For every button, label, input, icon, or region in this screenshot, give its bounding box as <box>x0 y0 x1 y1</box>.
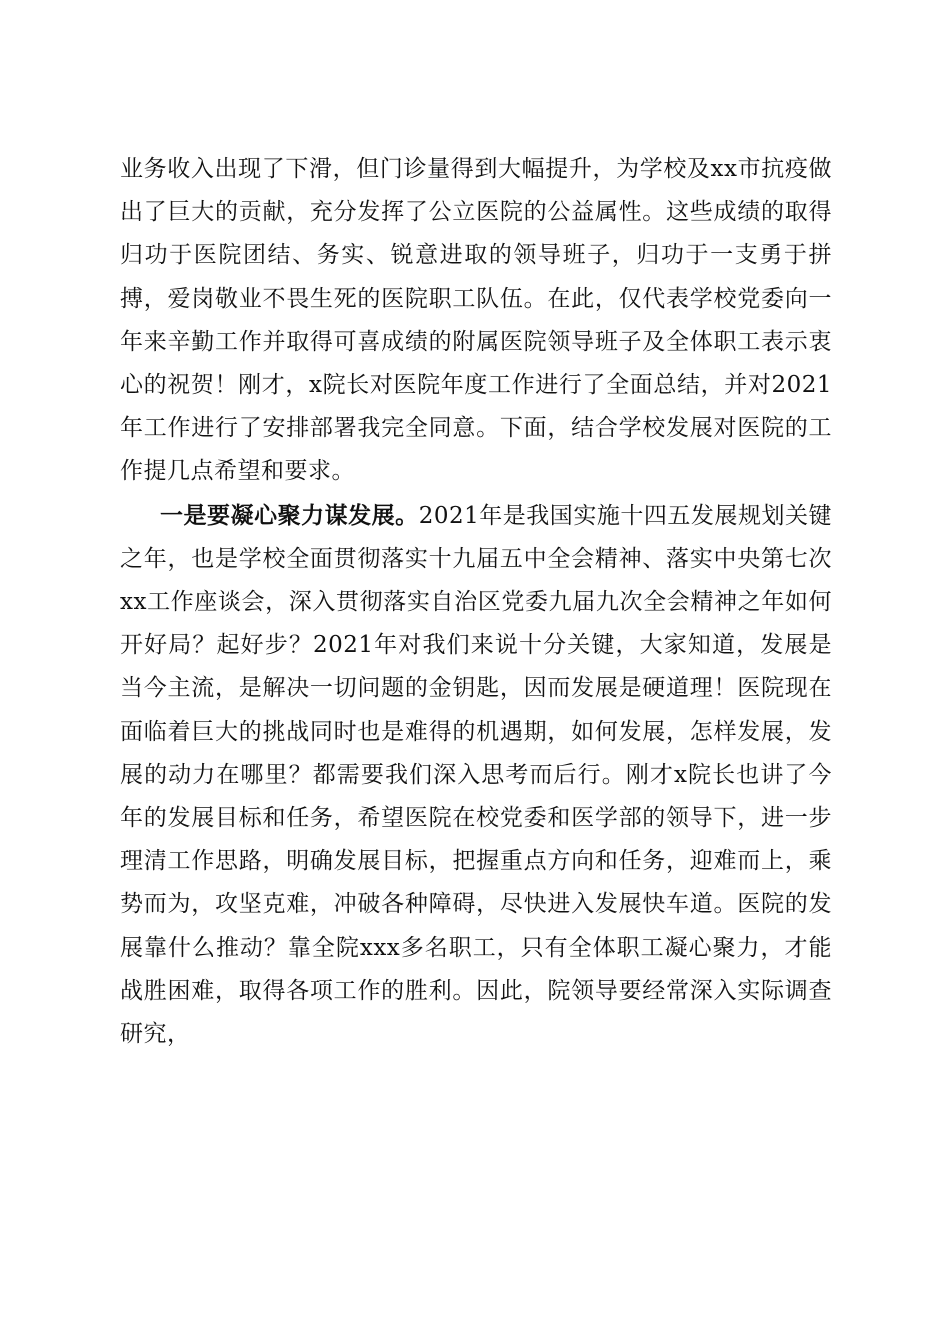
paragraph-text: 2021年是我国实施十四五发展规划关键之年，也是学校全面贯彻落实十九届五中全会精神、落实中央第七次xx工作座谈会，深入贯彻落实自治区党委九届九次全会精神之年如何开好局？起好步？2021年对我们来说十分关键，大家知道，发展是当今主流，是解决一切问题的金钥匙，因而发展是硬道理！医院现在面临着巨大的挑战同时也是难得的机遇期，如何发展，怎样发展，发展的动力在哪里？都需要我们深入思考而后行。刚才x院长也讲了今年的发展目标和任务，希望医院在校党委和医学部的领导下，进一步理清工作思路，明确发展目标，把握重点方向和任务，迎难而上，乘势而为，攻坚克难，冲破各种障碍，尽快进入发展快车道。医院的发展靠什么推动？靠全院xxx多名职工，只有全体职工凝心聚力，才能战胜困难，取得各项工作的胜利。因此，院领导要经常深入实际调查研究， <box>120 502 832 1048</box>
document-body <box>120 148 832 1056</box>
paragraph-continuation <box>120 148 832 494</box>
paragraph-lead-heading: 一是要凝心聚力谋发展。 <box>160 501 419 529</box>
paragraph-text: 业务收入出现了下滑，但门诊量得到大幅提升，为学校及xx市抗疫做出了巨大的贡献，充分发挥了公立医院的公益属性。这些成绩的取得归功于医院团结、务实、锐意进取的领导班子，归功于一支勇于拼搏，爱岗敬业不畏生死的医院职工队伍。在此，仅代表学校党委向一年来辛勤工作并取得可喜成绩的附属医院领导班子及全体职工表示衷心的祝贺！刚才，x院长对医院年度工作进行了全面总结，并对2021年工作进行了安排部署我完全同意。下面，结合学校发展对医院的工作提几点希望和要求。 <box>120 156 832 485</box>
paragraph-point-one <box>120 494 832 1057</box>
